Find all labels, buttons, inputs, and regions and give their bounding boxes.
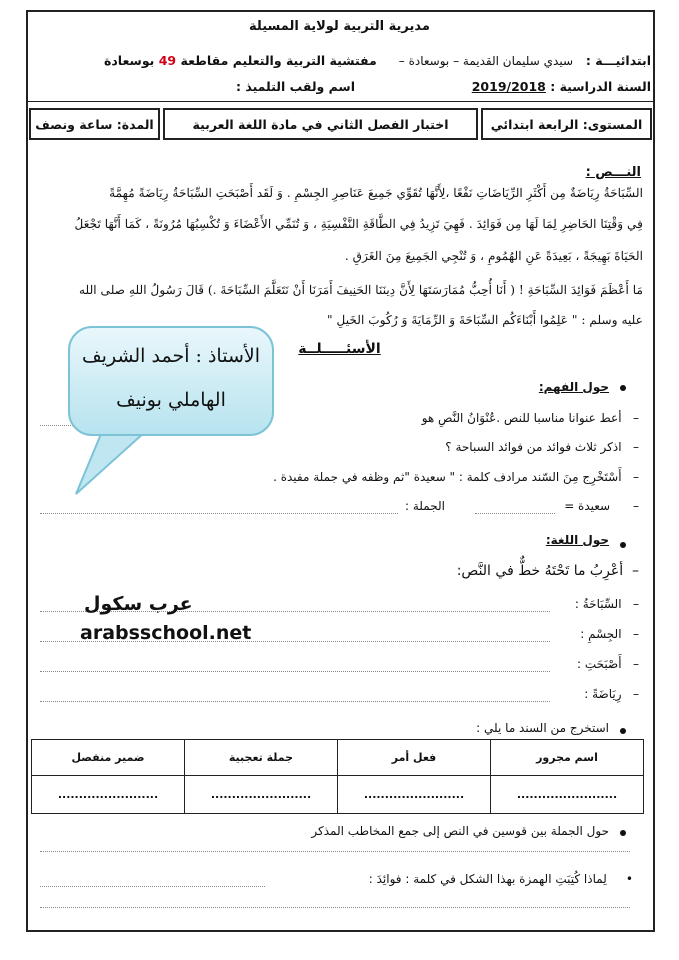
text-line-3: الحَيَاةَ بَهِيجَةً ، بَعِيدَةً عَنِ الهُمُومِ ، وَ تُنْجِي الجَمِيعَ مِنَ الغَرَقِ . [344,249,643,263]
table-cell[interactable]: ........................ [491,776,644,814]
answer-line[interactable] [40,907,630,908]
bubble-teacher-line: الأستاذ : أحمد الشريف [82,345,260,367]
text-line-2: فِي وَقْتِنَا الحَاضِرِ لِمَا لَهَا مِن فَوَائِدَ . فَهِيَ تَزِيدُ فِي الطَّاقَةِ النَّفْسِيَةِ ، وَ تُنَمِّي الأَعْضَاءَ وَ تُكْسِبُهَا مُرُونَةً ، كَمَا أَنَّهَا تَجْعَلُ [74,217,643,231]
year-value: 2019/2018 [471,79,546,94]
bubble-name-line: الهاملي بونيف [116,389,226,411]
sentence-answer-line[interactable] [40,513,398,514]
comprehension-title: حول الفهم: [538,380,609,394]
answer-line[interactable] [40,851,630,852]
inspectorate-suffix: بوسعادة [104,53,155,68]
question-1: – أعط عنوانا مناسبا للنص .عُنْوَانُ النَّصِ هو [421,411,639,425]
extract-table [31,739,644,814]
exam-title-cell [163,108,478,140]
duration-label: المدة: ساعة ونصف [35,116,154,132]
table-header: فعل أمر [338,740,491,776]
hamza-question: • لِماذا كُتِبَتِ الهمزة بهذا الشكل في كلمة : فوائِدَ : [368,872,633,886]
sentence-label: الجملة : [405,499,445,513]
bullet [620,542,626,548]
question-2: – اذكر ثلاث فوائد من فوائد السباحة ؟ [445,440,639,454]
synonym-label: سعيدة = [564,499,611,513]
site-name-arabic: عرب سكول [84,593,193,615]
table-cell[interactable]: ........................ [32,776,185,814]
table-cell[interactable]: ........................ [338,776,491,814]
student-name-label: اسم ولقب التلميذ : [236,79,356,94]
duration-cell [29,108,160,140]
bullet [620,728,626,734]
header-divider [26,101,655,102]
inspectorate-line [104,53,377,68]
year-label: السنة الدراسية : [550,79,651,94]
text-line-5: عليه وسلم : " عَلِمُوا أَبْنَاءَكُم السِّبَاحَةَ وَ الرِّمَايَةَ وَ رُكُوبَ الخَيلِ " [327,313,643,327]
transform-question: حول الجملة بين قوسين في النص إلى جمع المخاطب المذكر [311,824,609,838]
year-line [472,79,651,94]
table-header: جملة تعجبية [185,740,338,776]
exam-title: اختبار الفصل الثاني في مادة اللغة العربية [192,116,449,132]
level-cell [481,108,652,140]
questions-title: الأسئـــــلــة [298,341,381,357]
synonym-row: – سعيدة = [564,499,639,513]
inspectorate-prefix: مفتشية التربية والتعليم مقاطعة [180,53,377,68]
synonym-answer-line[interactable] [475,513,555,514]
table-cell[interactable]: ........................ [185,776,338,814]
parse-word-3: – أَصْبَحَتِ : [577,657,639,671]
directorate-title: مديرية التربية لولاية المسيلة [249,19,430,34]
answer-line[interactable] [40,886,265,887]
question-3: – أَسْتَخْرِج مِنَ السّند مرادف كلمة : " سعيدة "ثم وظفه في جملة مفيدة . [273,470,639,484]
table-header: ضمير منفصل [32,740,185,776]
school-name: سيدي سليمان القديمة – بوسعادة – [398,54,573,68]
parse-title: – أعْرِبُ ما تَحْتَهُ خطٌّ في النَّص: [456,563,639,579]
speech-bubble [68,326,274,436]
text-line-1: السِّبَاحَةُ رِيَاضَةٌ مِن أَكْثَرِ الرِّيَاضَاتِ نَفْعًا ،لِأَنَّهَا تُقَوِّي جَمِيعَ عَنَاصِرِ الجِسْمِ . وَ لَقَد أَصْبَحَتِ السِّبَاحَةُ رِيَاضَةً مُهِمَّةً [109,186,643,200]
answer-line[interactable] [40,671,550,672]
parse-word-2: – الجِسْمِ : [580,627,639,641]
bullet [620,385,626,391]
extract-title: استخرج من السند ما يلي : [476,721,609,735]
answer-line[interactable] [40,701,550,702]
school-label: ابتدائيـــة : [585,53,651,68]
text-title: النـــص : [585,165,641,180]
table-header: اسم مجرور [491,740,644,776]
level-label: المستوى: الرابعة ابتدائي [490,116,643,132]
language-title: حول اللغة: [545,533,609,547]
text-line-4: مَا أَعْظَمَ فَوَائِدَ السِّبَاحَةِ ! ( أَنَا أُحِبُّ مُمَارَسَتَهَا لِأَنَّ دِينَنَا الحَنِيفَ أَمَرَنَا أَنْ نَتَعَلَّمَ السِّبَاحَةَ .) قَالَ رَسُولُ اللهِ صلى الله [79,283,643,297]
parse-word-4: – رِيَاضَةً : [584,687,639,701]
site-name-latin: arabsschool.net [80,622,252,644]
inspectorate-number: 49 [158,53,177,68]
parse-word-1: – السِّبَاحَةُ : [574,597,639,611]
bullet [620,830,626,836]
